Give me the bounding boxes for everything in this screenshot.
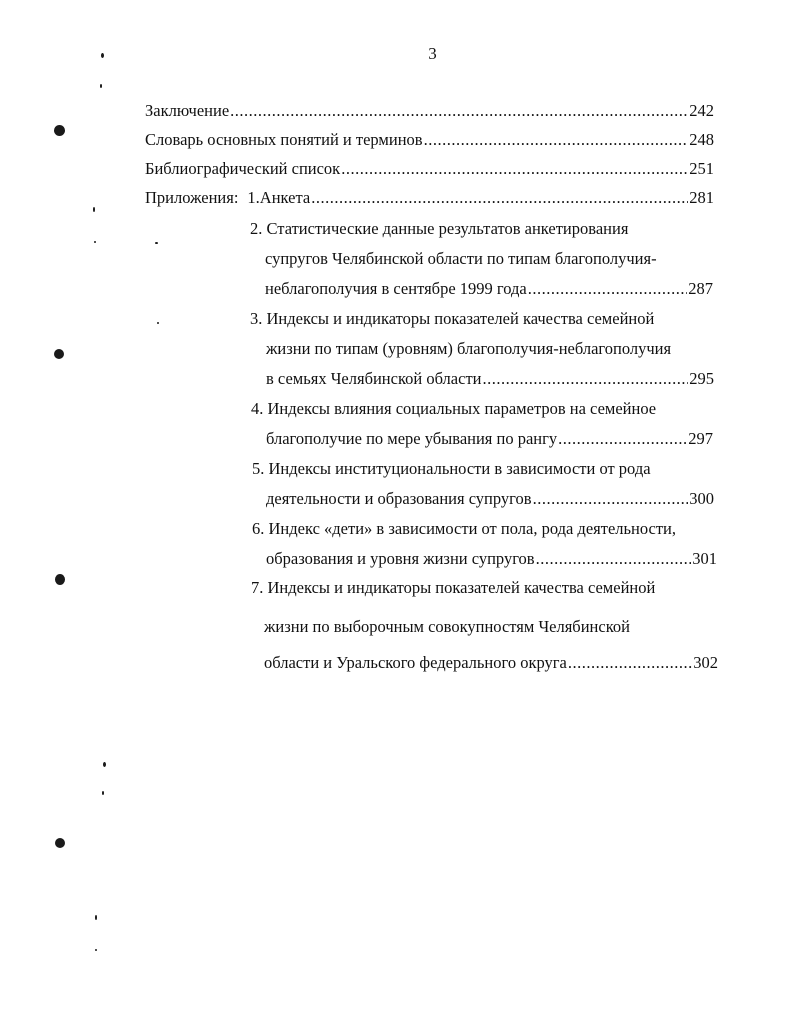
- toc-entry-text: области и Уральского федерального округа: [264, 653, 567, 672]
- toc-entry-appendix-2-line-2: [265, 248, 657, 270]
- toc-entry-appendix-2-line-3: [265, 278, 713, 300]
- toc-entry-bibliography: [145, 158, 714, 180]
- toc-entry-appendix-1: [145, 187, 714, 209]
- toc-entry-text: 7. Индексы и индикаторы показателей качества семейной: [251, 578, 656, 597]
- toc-entry-appendix-2-line-1: [250, 218, 628, 240]
- toc-entry-page: 242: [689, 101, 714, 120]
- toc-entry-page: 251: [689, 159, 714, 178]
- scan-speck: [103, 762, 106, 767]
- toc-entry-appendix-4-line-1: [251, 398, 656, 420]
- toc-entry-text: супругов Челябинской области по типам благополучия-: [265, 249, 657, 268]
- toc-entry-page: 281: [689, 188, 714, 207]
- toc-entry-appendix-7-line-3: [264, 652, 718, 674]
- toc-entry-page: 287: [688, 279, 713, 298]
- toc-entry-text: неблагополучия в сентябре 1999 года: [265, 279, 527, 298]
- toc-entry-text: жизни по типам (уровням) благополучия-неблагополучия: [266, 339, 672, 358]
- toc-entry-page: 302: [693, 653, 718, 672]
- scan-speck: [93, 207, 95, 212]
- dot-leader: [558, 428, 687, 450]
- toc-entry-appendix-3-line-2: [266, 338, 671, 360]
- dot-leader: [424, 129, 689, 151]
- toc-entry-title: Заключение: [145, 101, 230, 120]
- binder-hole-mark: [54, 349, 64, 359]
- toc-entry-appendix-3-line-3: [266, 368, 714, 390]
- appendices-label: Приложения:: [145, 188, 239, 207]
- toc-entry-text: 5. Индексы институциональности в зависимости от рода: [252, 459, 651, 478]
- toc-entry-page: 300: [689, 489, 714, 508]
- toc-entry-appendix-3-line-1: [250, 308, 654, 330]
- toc-entry-text: 4. Индексы влияния социальных параметров на семейное: [251, 399, 657, 418]
- dot-leader: [528, 278, 688, 300]
- toc-entry-conclusion: [145, 100, 714, 122]
- dot-leader: [230, 100, 688, 122]
- toc-entry-text: 6. Индекс «дети» в зависимости от пола, рода деятельности,: [252, 519, 677, 538]
- binder-hole-mark: [54, 125, 65, 136]
- dot-leader: [341, 158, 688, 180]
- scan-speck: [101, 53, 104, 58]
- toc-entry-title: Словарь основных понятий и терминов: [145, 130, 423, 149]
- toc-entry-page: 295: [689, 369, 714, 388]
- scan-speck: [157, 322, 159, 324]
- binder-hole-mark: [55, 838, 65, 848]
- toc-entry-appendix-7-line-1: [251, 577, 655, 599]
- toc-entry-text: 2. Статистические данные результатов анкетирования: [250, 219, 629, 238]
- dot-leader: [482, 368, 688, 390]
- scan-speck: [102, 791, 104, 795]
- toc-entry-appendix-5-line-2: [266, 488, 714, 510]
- toc-entry-appendix-7-line-2: [264, 616, 630, 638]
- toc-entry-appendix-6-line-1: [252, 518, 676, 540]
- toc-entry-appendix-4-line-2: [266, 428, 713, 450]
- scan-speck: [100, 84, 102, 88]
- toc-entry-text: в семьях Челябинской области: [266, 369, 482, 388]
- binder-hole-mark: [55, 574, 65, 585]
- toc-entry-text: 3. Индексы и индикаторы показателей качества семейной: [250, 309, 655, 328]
- scan-speck: [95, 949, 97, 951]
- toc-entry-page: 248: [689, 130, 714, 149]
- scan-speck: [95, 915, 97, 920]
- toc-entry-text: благополучие по мере убывания по рангу: [266, 429, 558, 448]
- toc-entry-text: образования и уровня жизни супругов: [266, 549, 535, 568]
- dot-leader: [311, 187, 688, 209]
- toc-entry-appendix-5-line-1: [252, 458, 651, 480]
- toc-entry-page: 297: [688, 429, 713, 448]
- page-number: 3: [428, 44, 437, 63]
- dot-leader: [568, 652, 692, 674]
- scan-speck: [155, 242, 158, 244]
- toc-entry-title: 1.Анкета: [247, 188, 311, 207]
- scan-speck: [94, 241, 96, 243]
- toc-entry-text: деятельности и образования супругов: [266, 489, 532, 508]
- toc-entry-page: 301: [692, 549, 717, 568]
- toc-entry-text: жизни по выборочным совокупностям Челябинской: [264, 617, 630, 636]
- toc-entry-title: Библиографический список: [145, 159, 341, 178]
- dot-leader: [536, 548, 692, 570]
- toc-entry-glossary: [145, 129, 714, 151]
- dot-leader: [533, 488, 689, 510]
- toc-entry-appendix-6-line-2: [266, 548, 717, 570]
